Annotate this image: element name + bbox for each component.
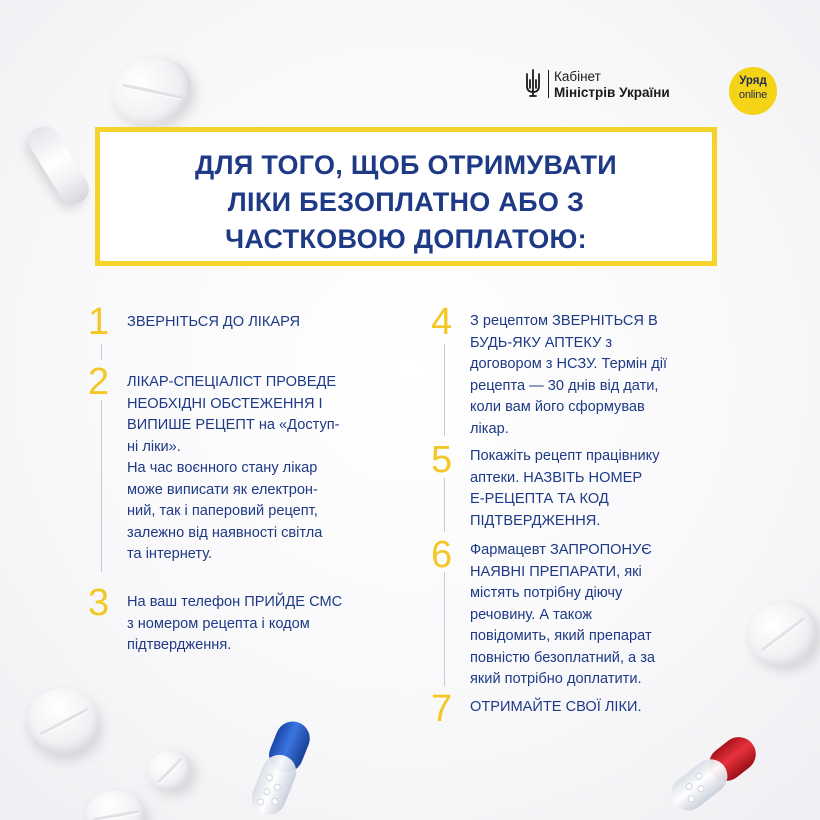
- round-pill-top-left-icon: [104, 47, 200, 134]
- step-text-4: [470, 311, 667, 440]
- blue-capsule-icon: [238, 716, 328, 820]
- connector-line-1-2: [101, 344, 102, 360]
- step-text-2: [127, 372, 340, 566]
- round-pill-bottom-left-icon: [23, 682, 105, 760]
- step-number-6: 6: [431, 534, 453, 576]
- step-number-2: 2: [88, 361, 110, 403]
- step-4-line: коли вам його сформував: [470, 399, 645, 415]
- step-2-line: та інтернету.: [127, 546, 213, 562]
- step-5-line: ПІДТВЕРДЖЕННЯ.: [470, 512, 601, 529]
- step-5-line: аптеки. НАЗВІТЬ НОМЕР: [470, 469, 643, 486]
- connector-line-5-6: [444, 478, 445, 532]
- step-number-7: 7: [431, 688, 453, 730]
- step-2-line: ВИПИШЕ РЕЦЕПТ на «Доступ-: [127, 417, 340, 433]
- step-2-line: може виписати як електрон-: [127, 481, 318, 498]
- step-1-line: ЗВЕРНІТЬСЯ ДО ЛІКАРЯ: [127, 314, 301, 330]
- step-2-line: залежно від наявності світла: [127, 524, 323, 541]
- round-pill-bottom-small-icon: [144, 745, 197, 795]
- step-3-line: підтвердження.: [127, 637, 232, 653]
- step-text-1: [127, 312, 300, 334]
- uriad-online-badge: [729, 67, 777, 115]
- step-6-line: який потрібно доплатити.: [470, 671, 642, 687]
- step-7-line: ОТРИМАЙТЕ СВОЇ ЛІКИ.: [470, 699, 642, 715]
- step-2-line: ні ліки».: [127, 438, 181, 455]
- title-box: [95, 127, 717, 266]
- step-3-line: з номером рецепта і кодом: [127, 615, 310, 632]
- logo-divider: [548, 70, 549, 98]
- cabinet-name-line1: Кабінет: [554, 69, 601, 84]
- title-line-3: ЧАСТКОВОЮ ДОПЛАТОЮ:: [225, 224, 587, 254]
- badge-line1: Уряд: [739, 75, 767, 87]
- step-2-line: На час воєнного стану лікар: [127, 460, 318, 476]
- round-pill-right-icon: [742, 596, 820, 671]
- title-line-1: ДЛЯ ТОГО, ЩОБ ОТРИМУВАТИ: [195, 150, 617, 180]
- step-2-line: НЕОБХІДНІ ОБСТЕЖЕННЯ І: [127, 395, 323, 412]
- step-6-line: повністю безоплатний, а за: [470, 649, 656, 666]
- step-5-line: Покажіть рецепт працівнику: [470, 448, 660, 464]
- step-number-3: 3: [88, 582, 110, 624]
- step-4-line: БУДЬ-ЯКУ АПТЕКУ з: [470, 334, 613, 351]
- step-6-line: Фармацевт ЗАПРОПОНУЄ: [470, 542, 652, 558]
- step-text-6: [470, 540, 655, 691]
- connector-line-6-7: [444, 572, 445, 686]
- step-number-5: 5: [431, 439, 453, 481]
- trident-coat-of-arms-icon: [524, 68, 542, 98]
- step-2-line: ний, так і паперовий рецепт,: [127, 503, 318, 519]
- white-capsule-left-icon: [23, 121, 94, 210]
- step-4-line: договором з НСЗУ. Термін дії: [470, 356, 668, 372]
- connector-line-2-3: [101, 400, 102, 572]
- step-6-line: речовину. А також: [470, 606, 593, 623]
- round-pill-bottom-partial-icon: [86, 790, 146, 820]
- step-3-line: На ваш телефон ПРИЙДЕ СМС: [127, 594, 343, 610]
- step-4-line: З рецептом ЗВЕРНІТЬСЯ В: [470, 313, 658, 329]
- connector-line-4-5: [444, 344, 445, 436]
- red-capsule-icon: [664, 730, 760, 820]
- step-text-3: [127, 592, 342, 657]
- step-2-line: ЛІКАР-СПЕЦІАЛІСТ ПРОВЕДЕ: [127, 374, 337, 390]
- step-4-line: лікар.: [470, 420, 509, 437]
- title-line-2: ЛІКИ БЕЗОПЛАТНО АБО З: [227, 187, 585, 217]
- cabinet-name-line2: Міністрів України: [554, 85, 670, 100]
- step-text-5: [470, 446, 660, 532]
- step-number-1: 1: [88, 301, 110, 343]
- badge-line2: online: [738, 89, 768, 101]
- step-6-line: НАЯВНІ ПРЕПАРАТИ, які: [470, 563, 642, 580]
- step-6-line: повідомить, який препарат: [470, 628, 652, 644]
- step-number-4: 4: [431, 301, 453, 343]
- step-4-line: рецепта — 30 днів від дати,: [470, 377, 659, 394]
- step-text-7: [470, 697, 642, 719]
- step-6-line: містять потрібну діючу: [470, 585, 623, 601]
- step-5-line: Е-РЕЦЕПТА ТА КОД: [470, 491, 609, 507]
